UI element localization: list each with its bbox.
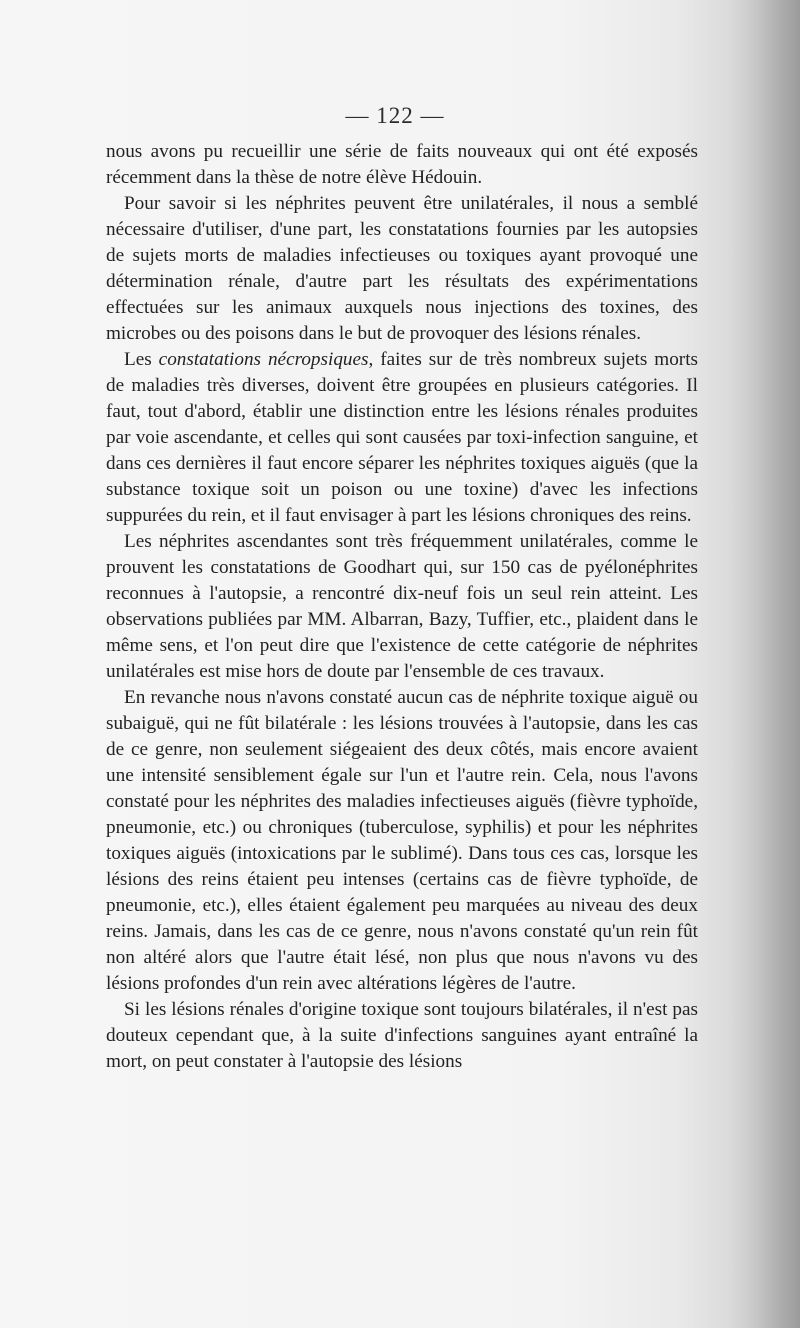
paragraph-3-rest: , faites sur de très nombreux sujets morts de maladies très diverses, doivent être groupées en plusieurs catégories. Il faut, tout d'abord, établir une distinction entre les lésions rénales produites par voie ascendante, et celles qui sont causées par toxi-infection sanguine, et dans ces dernières il faut encore séparer les néphrites toxiques aiguës (que la substance toxique soit un poison ou une toxine) d'avec les infections suppurées du rein, et il faut envisager à part les lésions chroniques des reins. (106, 349, 698, 526)
paragraph-2: Pour savoir si les néphrites peuvent être unilatérales, il nous a semblé nécessaire d'utiliser, d'une part, les constatations fournies par les autopsies de sujets morts de maladies infectieuses ou toxiques ayant provoqué une détermination rénale, d'autre part les résultats des expérimentations effectuées sur les animaux auxquels nous injections des toxines, des microbes ou des poisons dans le but de provoquer des lésions rénales. (106, 193, 698, 344)
paragraph-4: Les néphrites ascendantes sont très fréquemment unilatérales, comme le prouvent les constatations de Goodhart qui, sur 150 cas de pyélonéphrites reconnues à l'autopsie, a rencontré dix-neuf fois un seul rein atteint. Les observations publiées par MM. Albarran, Bazy, Tuffier, etc., plaident dans le même sens, et l'on peut dire que l'existence de cette catégorie de néphrites unilatérales est mise hors de doute par l'ensemble de ces travaux. (106, 531, 698, 682)
italic-term: constatations nécropsiques (158, 349, 369, 370)
body-text (106, 139, 698, 1075)
paragraph-3 (106, 347, 698, 529)
page-number: — 122 — (345, 103, 445, 128)
paragraph-6: Si les lésions rénales d'origine toxique sont toujours bilatérales, il n'est pas douteux cependant que, à la suite d'infections sanguines ayant entraîné la mort, on peut constater à l'autopsie des lésions (106, 999, 698, 1072)
paragraph-1: nous avons pu recueillir une série de faits nouveaux qui ont été exposés récemment dans la thèse de notre élève Hédouin. (106, 141, 698, 188)
page-edge-shadow (730, 0, 800, 1328)
paragraph-3-start: Les (124, 349, 159, 370)
paragraph-5: En revanche nous n'avons constaté aucun cas de néphrite toxique aiguë ou subaiguë, qui ne fût bilatérale : les lésions trouvées à l'autopsie, dans les cas de ce genre, non seulement siégeaient des deux côtés, mais encore avaient une intensité sensiblement égale sur l'un et l'autre rein. Cela, nous l'avons constaté pour les néphrites des maladies infectieuses aiguës (fièvre typhoïde, pneumonie, etc.) ou chroniques (tuberculose, syphilis) et pour les néphrites toxiques aiguës (intoxications par le sublimé). Dans tous ces cas, lorsque les lésions des reins étaient peu intenses (certains cas de fièvre typhoïde, de pneumonie, etc.), elles étaient également peu marquées au niveau des deux reins. Jamais, dans les cas de ce genre, nous n'avons constaté qu'un rein fût non altéré alors que l'autre était lésé, non plus que nous n'avons vu des lésions profondes d'un rein avec altérations légères de l'autre. (106, 687, 698, 994)
